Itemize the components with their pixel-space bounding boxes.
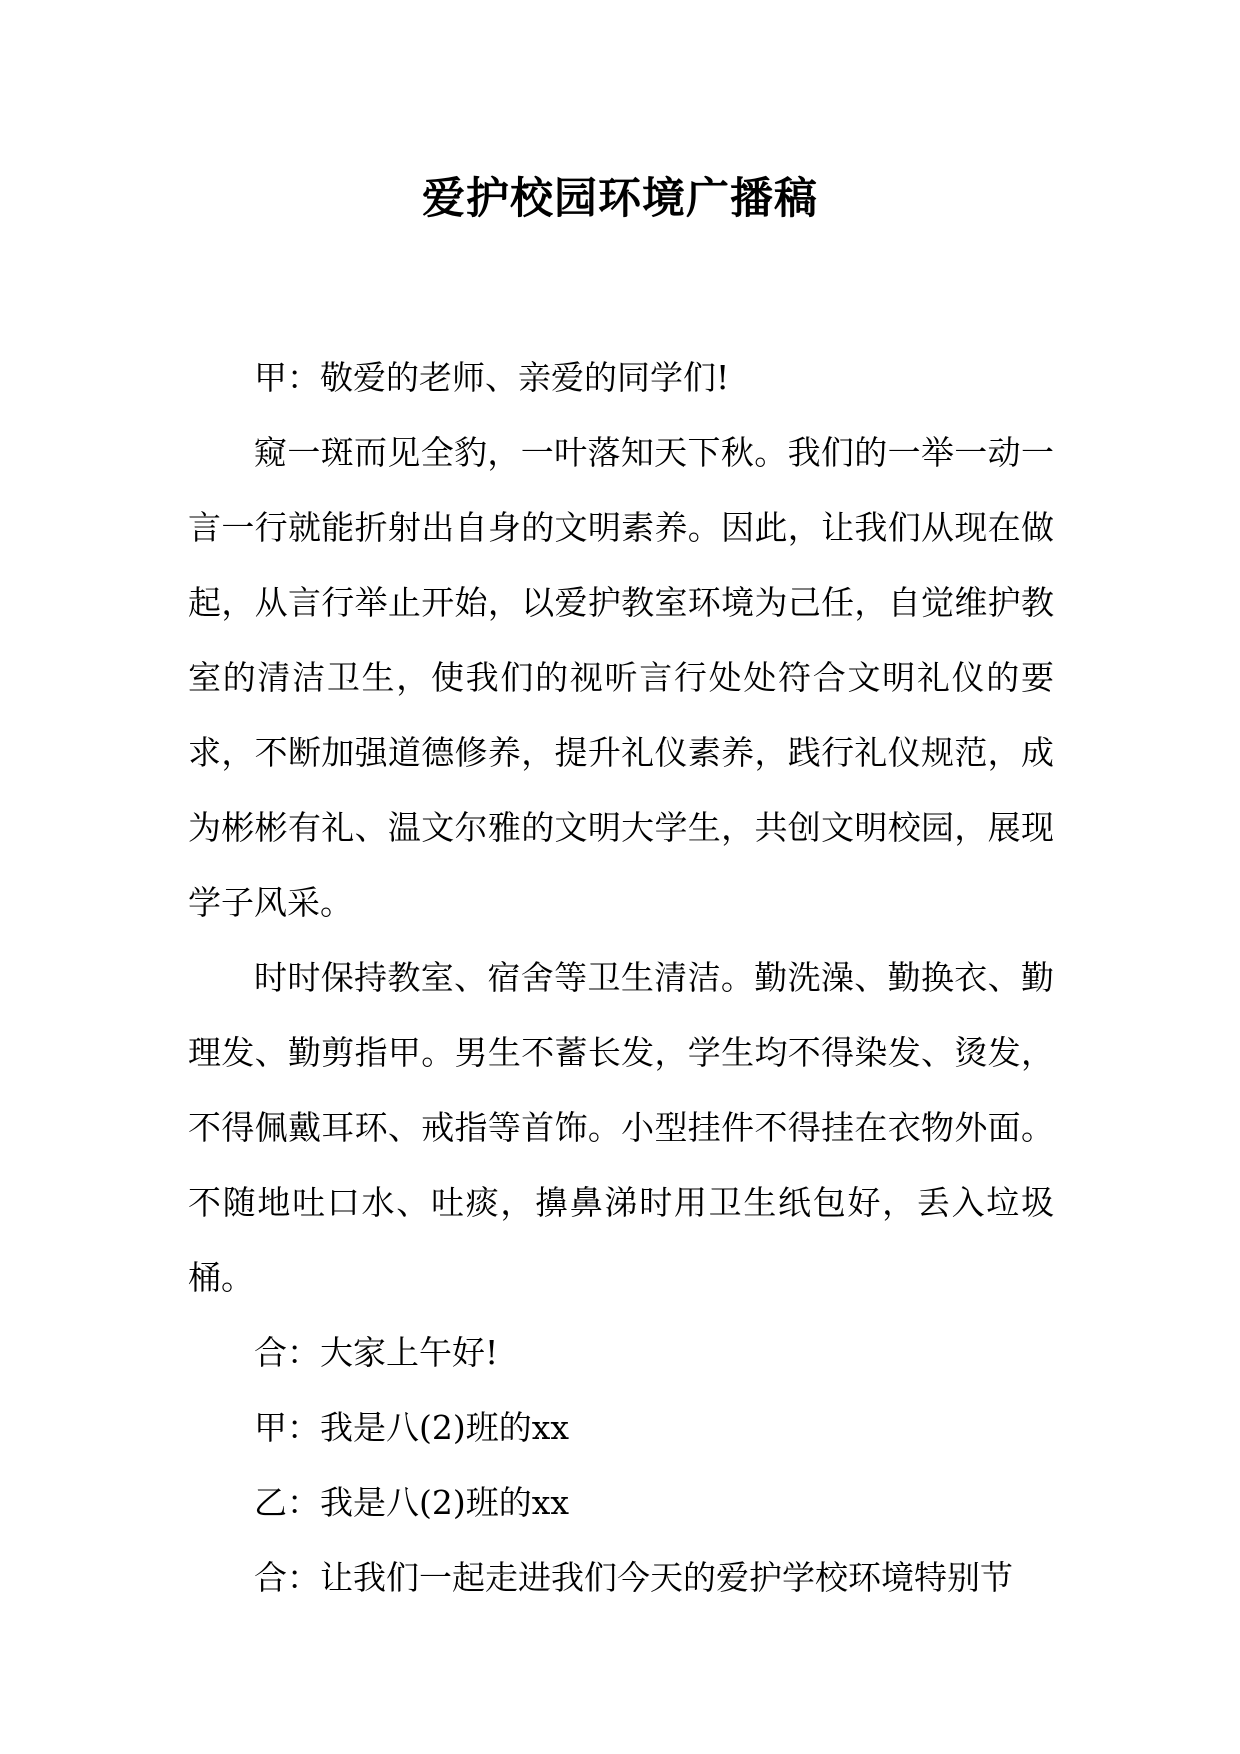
document-title: 爱护校园环境广播稿 (422, 174, 818, 224)
paragraph-civility: 窥一斑而见全豹，一叶落知天下秋。我们的一举一动一言一行就能折射出自身的文明素养。因此，让我们从现在做起，从言行举止开始，以爱护教室环境为己任，自觉维护教室的清洁卫生，使我们的视听言行处处符合文明礼仪的要求，不断加强道德修养，提升礼仪素养，践行礼仪规范，成为彬彬有礼、温文尔雅的文明大学生，共创文明校园，展现学子风采。 (188, 433, 1054, 922)
paragraph-greeting: 甲：敬爱的老师、亲爱的同学们! (254, 358, 730, 397)
paragraph-together-greeting: 合：大家上午好! (254, 1333, 499, 1372)
document-body (188, 340, 1054, 1615)
paragraph-host-a: 甲：我是八(2)班的xx (254, 1408, 569, 1447)
paragraph-program-intro: 合：让我们一起走进我们今天的爱护学校环境特别节 (254, 1558, 1013, 1597)
paragraph-host-b: 乙：我是八(2)班的xx (254, 1483, 569, 1522)
paragraph-hygiene: 时时保持教室、宿舍等卫生清洁。勤洗澡、勤换衣、勤理发、勤剪指甲。男生不蓄长发，学生均不得染发、烫发，不得佩戴耳环、戒指等首饰。小型挂件不得挂在衣物外面。不随地吐口水、吐痰，擤鼻涕时用卫生纸包好，丢入垃圾桶。 (188, 958, 1054, 1297)
